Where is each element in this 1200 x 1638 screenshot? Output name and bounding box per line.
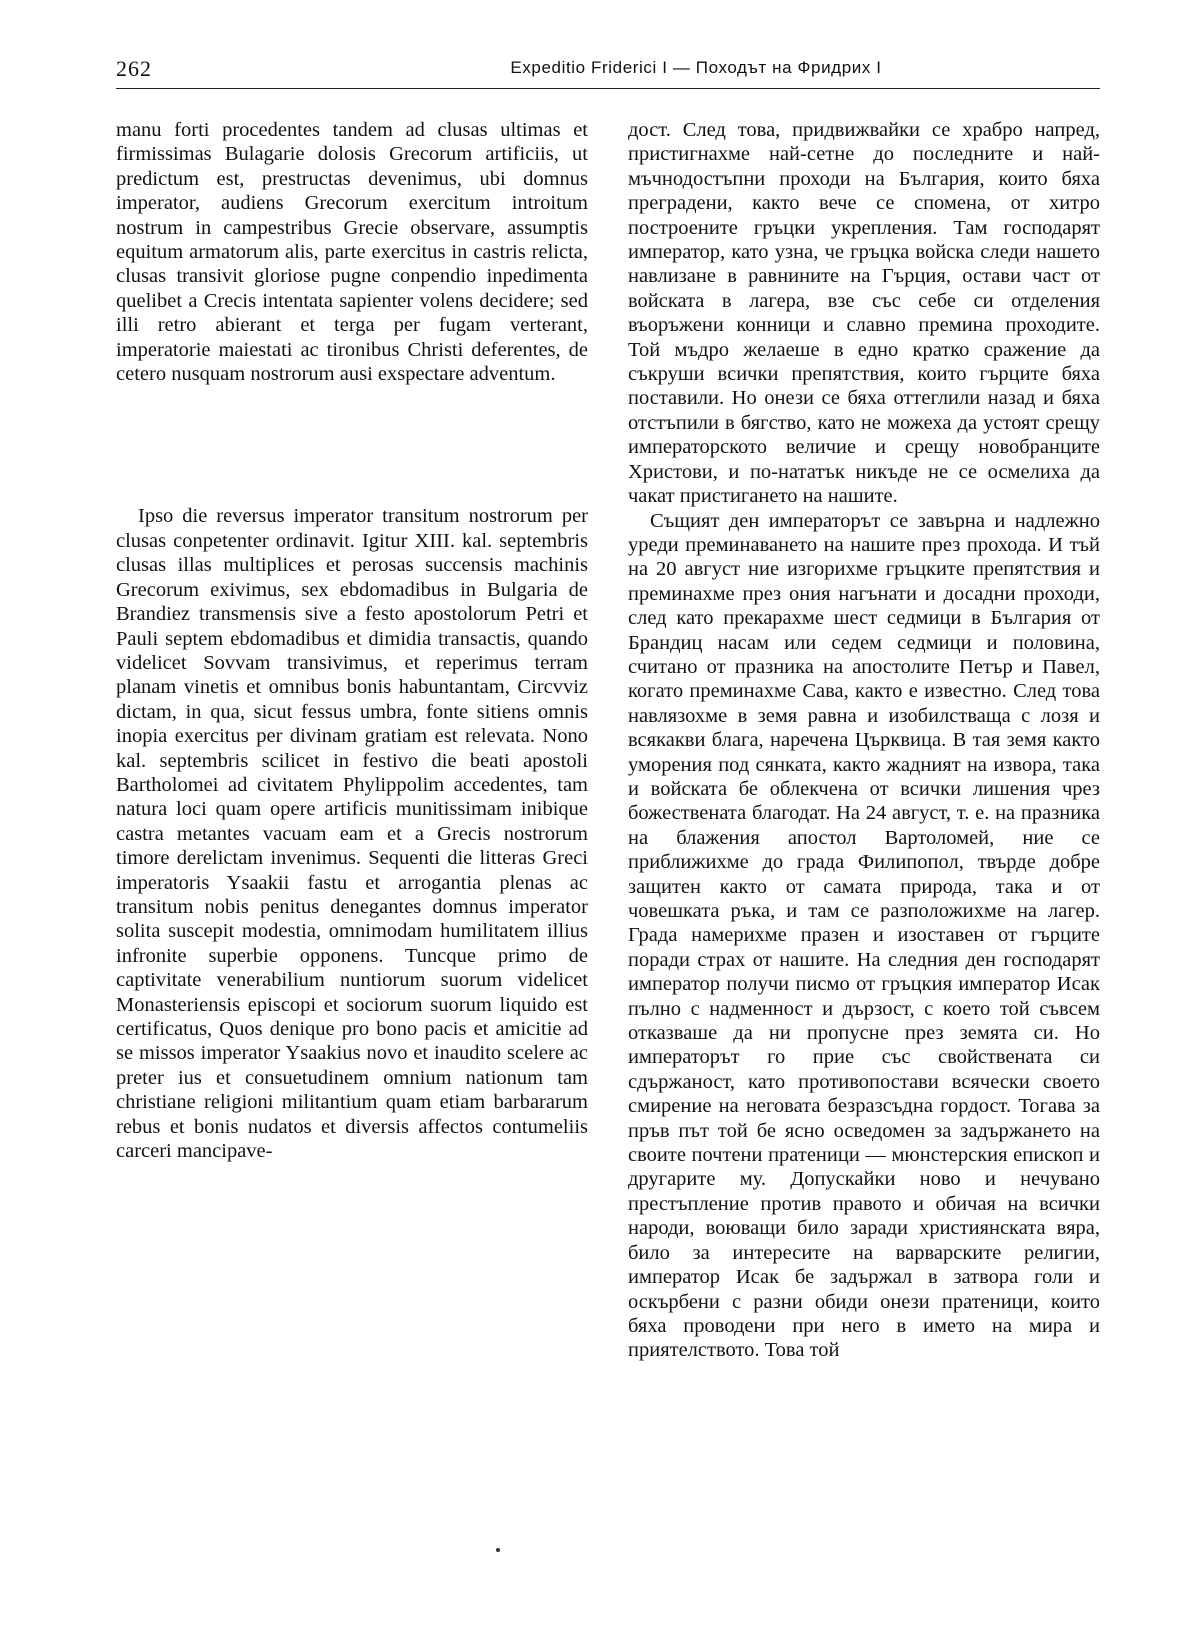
page-number: 262 (116, 56, 152, 81)
bottom-mark (496, 1548, 500, 1552)
latin-paragraph-2: Ipso die reversus imperator transitum nostrorum per clusas conpetenter ordinavit. Igitur XIII. kal. septembris clusas illas multiplices et perosas succensis machinis Grecorum exivimus, sex ebdomadibus in Bulgaria de Brandiez transmensis sive a festo apostolorum Petri et Pauli septem ebdomadibus et dimidia transactis, quando videlicet Sovvam transivimus, et reperimus terram planam vinetis et omnibus bonis habuntantam, Circvviz dictam, in qua, sicut fessus umbra, fonte sitiens omnis inopia exercitus per divinam gratiam est relevata. Nono kal. septembris scilicet in festivo die beati apostoli Bartholomei ad civitatem Phylippolim accedentes, tam natura loci quam opere artificis munitissimam inibique castra metantes vacuam eam et a Grecis nostrorum timore derelictam invenimus. Sequenti die litteras Greci imperatoris Ysaakii fastu et arrogantia plenas ac transitum nobis penitus denegantes domnus imperator solita suscepit modestia, omnimodam humilitatem illius infronite superbie opponens. Tuncque primo de captivitate venerabilium nuntiorum suorum videlicet Monasteriensis episcopi et sociorum suorum liquido est certificatus, Quos denique pro bono pacis et amicitie ad se missos imperator Ysaakius novo et inaudito scelere ac preter ius et consuetudinem omnium nationum tam christiane religioni militantium quam etiam barbararum rebus et bonis nudatos et diversis affectos contumeliis carceri mancipave- (116, 505, 588, 1163)
running-title: Expeditio Friderici I — Походът на Фридрих I (510, 58, 882, 77)
bulgarian-paragraph-2: Същият ден императорът се завърна и надлежно уреди преминаването на нашите през прохода. И тъй на 20 август ние изгорихме гръцките препятствия и преминахме през ония нагънати и досадни проходи, след като прекарахме шест седмици в България от Брандиц насам или седем седмици и половина, считано от празника на апостолите Петър и Павел, когато преминахме Сава, както е известно. След това навлязохме в земя равна и изобилстваща с лозя и всякакви блага, наречена Църквица. В тая земя както уморения под сянката, както жадният на извора, така и войската бе облекчена от всички лишения чрез божествената благодат. На 24 август, т. е. на празника на блажения апостол Вартоломей, ние се приближихме до града Филипопол, твърде добре защитен както от самата природа, така и от човешката ръка, и там се разположихме на лагер. Града намерихме празен и изоставен от гърците поради страх от нашите. На следния ден господарят император получи писмо от гръцкия император Исак пълно с надменност и дързост, с което той съвсем отказваше да ни пропусне през земята си. Но императорът го прие със свойствената си сдържаност, като противопостави всячески своето смирение на неговата безразсъдна гордост. Тогава за пръв път той бе ясно осведомен за задържането на своите почтени пратеници — мюнстерския епископ и другарите му. Допускайки ново и нечувано престъпление против правото и обичая на всички народи, воюващи било заради християнската вяра, било за интересите на варварските религии, император Исак бе задържал в затвора голи и оскърбени с разни обиди онези пратеници, които бяха проводени при него в името на мира и приятелството. Това той (628, 509, 1100, 1362)
bulgarian-column (628, 118, 1100, 1363)
latin-column (116, 118, 588, 1163)
running-header (116, 56, 1100, 86)
column-gap (116, 386, 588, 504)
header-rule (116, 88, 1100, 89)
bulgarian-paragraph-1: дост. След това, придвижвайки се храбро напред, пристигнахме най-сетне до последните и най-мъчнодостъпни проходи на България, които бяха преградени, както вече се спомена, от хитро построените гръцки укрепления. Там господарят император, като узна, че гръцка войска следи нашето навлизане в равнините на Гърция, остави част от войската в лагера, взе със себе си отделения въоръжени конници и славно премина проходите. Той мъдро желаеше в едно кратко сражение да съкруши всички препятствия, които гърците бяха поставили. Но онези се бяха оттеглили назад и бяха отстъпили в бягство, като не можеха да устоят срещу императорското величие и срещу новобранците Христови, и по-нататък никъде не се осмелиха да чакат пристигането на нашите. (628, 119, 1100, 508)
latin-paragraph-1: manu forti procedentes tandem ad clusas ultimas et firmissimas Bulagarie dolosis Grecorum artificiis, ut predictum est, prestructas devenimus, ubi domnus imperator, audiens Grecorum exercitum introitum nostrum in campestribus Grecie observare, assumptis equitum armatorum alis, parte exercitus in castris relicta, clusas transivit gloriose pugne conpendio inpedimenta quelibet a Crecis intentata sapienter volens decidere; sed illi retro abierant et terga per fugam verterant, imperatorie maiestati ac tironibus Christi deferentes, de cetero nusquam nostrorum ausi exspectare adventum. (116, 119, 588, 386)
